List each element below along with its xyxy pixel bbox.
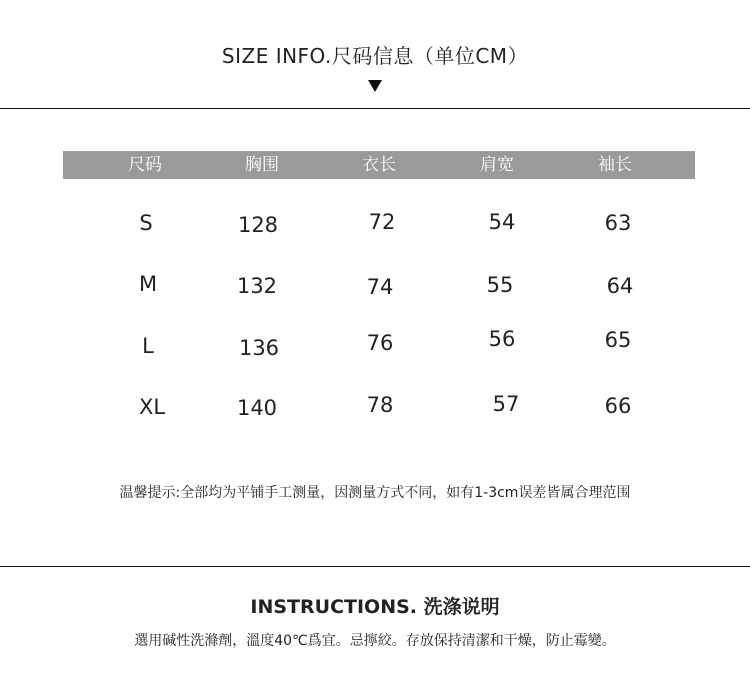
down-arrow-icon	[368, 80, 382, 92]
cell-size: S	[139, 211, 153, 235]
cell-chest: 132	[236, 274, 278, 298]
col-header-sleeve: 袖长	[598, 155, 632, 175]
size-info-title: SIZE INFO.尺码信息（单位CM）	[221, 44, 529, 68]
cell-shoulder: 54	[488, 210, 516, 234]
instructions-text: 選用碱性洗滌劑，溫度40℃爲宜。忌擰絞。存放保持清潔和干燥，防止霉變。	[134, 633, 616, 649]
size-table-header	[63, 151, 695, 179]
col-header-size: 尺码	[128, 155, 162, 175]
cell-shoulder: 57	[492, 392, 520, 416]
middle-divider	[0, 566, 750, 567]
measurement-note: 温馨提示:全部均为平铺手工测量，因测量方式不同，如有1-3cm误差皆属合理范围	[119, 485, 631, 501]
cell-chest: 140	[236, 396, 278, 420]
cell-size: XL	[138, 395, 166, 419]
cell-shoulder: 56	[488, 327, 516, 351]
col-header-length: 衣长	[362, 155, 396, 175]
cell-sleeve: 65	[604, 328, 632, 352]
cell-length: 74	[366, 275, 394, 299]
top-divider	[0, 108, 750, 109]
cell-sleeve: 64	[606, 274, 634, 298]
cell-sleeve: 66	[604, 394, 632, 418]
col-header-chest: 胸围	[245, 155, 279, 175]
cell-sleeve: 63	[604, 211, 632, 235]
cell-chest: 128	[237, 213, 279, 237]
instructions-title: INSTRUCTIONS. 洗涤说明	[250, 596, 500, 618]
cell-length: 72	[368, 210, 396, 234]
cell-length: 76	[366, 331, 394, 355]
cell-chest: 136	[238, 336, 280, 360]
cell-length: 78	[366, 393, 394, 417]
col-header-shoulder: 肩宽	[480, 155, 514, 175]
cell-size: M	[138, 272, 158, 296]
cell-shoulder: 55	[486, 273, 514, 297]
cell-size: L	[142, 334, 154, 358]
